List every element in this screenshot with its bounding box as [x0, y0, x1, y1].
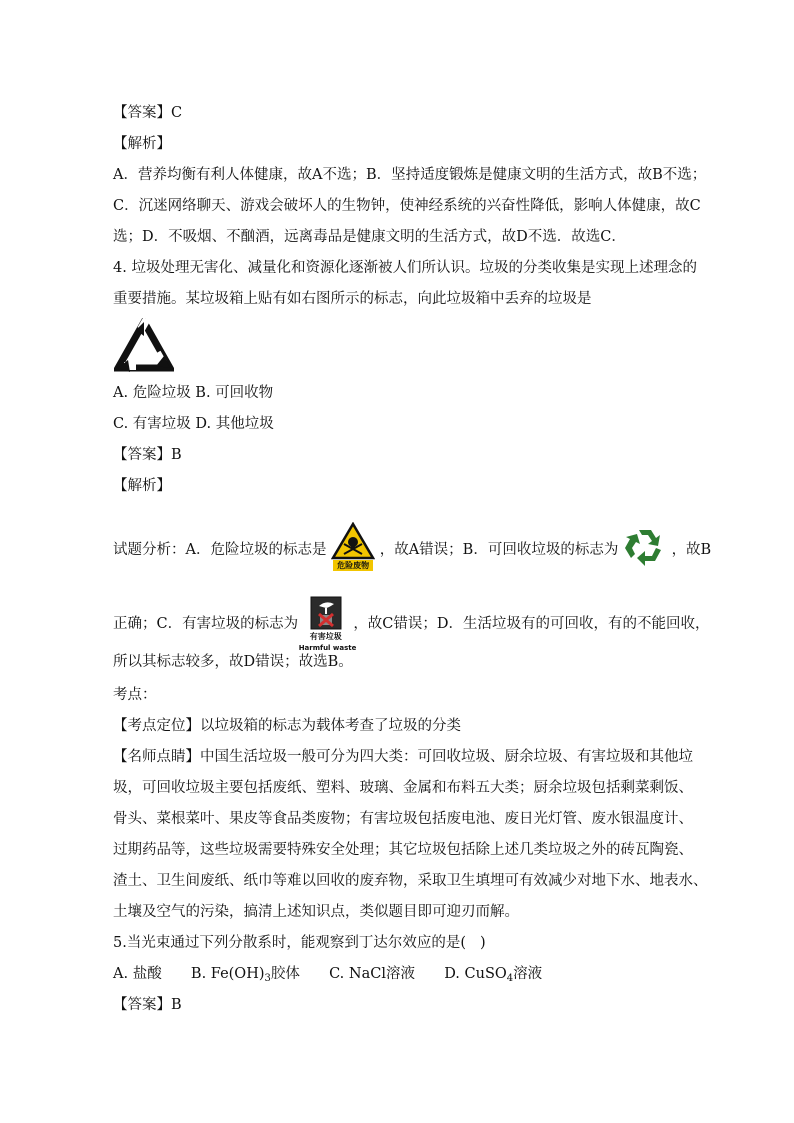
recycle-arrows-icon: [623, 524, 667, 568]
recycle-triangle-icon: [114, 318, 174, 372]
q5-option-d-text: D. CuSO: [444, 966, 507, 982]
q5-option-d-subscript: 4: [506, 973, 514, 984]
analysis-q4-line1-part2: ，故A错误；B．可回收垃圾的标志为: [379, 542, 619, 558]
answer-q3: 【答案】C: [113, 105, 183, 121]
analysis-q4-line3: 所以其标志较多，故D错误；故选B。: [113, 654, 353, 670]
analysis-heading-q4: 【解析】: [113, 478, 171, 494]
analysis-q4-line2-part1: 正确；C．有害垃圾的标志为: [113, 616, 299, 632]
analysis-q3-line1: A．营养均衡有利人体健康，故A不选；B．坚持适度锻炼是健康文明的生活方式，故B不选；: [113, 167, 707, 183]
question4-options-ab: A. 危险垃圾 B. 可回收物: [113, 385, 274, 401]
mingshi-dianjing-line2: 圾，可回收垃圾主要包括废纸、塑料、玻璃、金属和布料五大类；厨余垃圾包括剩菜剩饭、: [113, 780, 693, 796]
harmful-waste-label-cn: 有害垃圾: [309, 632, 342, 641]
mingshi-dianjing-line1: 【名师点睛】中国生活垃圾一般可分为四大类：可回收垃圾、厨余垃圾、有害垃圾和其他垃: [113, 749, 693, 765]
analysis-q4-line2: [113, 596, 710, 658]
question5-options: [113, 964, 542, 989]
q5-option-b-subscript: 3: [264, 973, 271, 984]
q5-option-b: [191, 966, 300, 982]
mingshi-dianjing-line5: 渣土、卫生间废纸、纸巾等难以回收的废弃物，采取卫生填埋可有效减少对地下水、地表水、: [113, 873, 708, 889]
analysis-q4-line2-part2: ，故C错误；D．生活垃圾有的可回收，有的不能回收，: [353, 616, 710, 632]
kaodian-heading: 考点：: [113, 687, 157, 703]
mingshi-dianjing-line4: 过期药品等，这些垃圾需要特殊安全处理；其它垃圾包括除上述几类垃圾之外的砖瓦陶瓷、: [113, 842, 693, 858]
analysis-q3-line3: 选；D．不吸烟、不酗酒，远离毒品是健康文明的生活方式，故D不选．故选C．: [113, 229, 626, 245]
harmful-waste-label-en: Harmful waste: [298, 644, 357, 652]
hazardous-waste-label: 危险废物: [333, 560, 373, 571]
answer-q5: 【答案】B: [113, 997, 182, 1013]
analysis-q4-line1: [113, 522, 711, 572]
q5-option-a: A. 盐酸: [113, 966, 162, 982]
mingshi-dianjing-line6: 土壤及空气的污染，搞清上述知识点，类似题目即可迎刃而解。: [113, 904, 519, 920]
question5-stem-close: ): [480, 935, 486, 951]
question4-line2: 重要措施。某垃圾箱上贴有如右图所示的标志，向此垃圾箱中丢弃的垃圾是: [113, 291, 592, 307]
question5-stem-text: 5.当光束通过下列分散系时，能观察到丁达尔效应的是(: [113, 935, 466, 951]
q5-option-c: C. NaCl溶液: [329, 966, 415, 982]
harmful-waste-icon: [298, 596, 357, 658]
kaodian-dingwei: 【考点定位】以垃圾箱的标志为载体考查了垃圾的分类: [113, 718, 461, 734]
analysis-heading-q3: 【解析】: [113, 136, 171, 152]
hazardous-waste-icon: [331, 522, 375, 572]
q5-option-d-suffix: 溶液: [513, 966, 543, 982]
analysis-q3-line2: C．沉迷网络聊天、游戏会破坏人的生物钟，使神经系统的兴奋性降低，影响人体健康，故C: [113, 198, 701, 214]
answer-q4: 【答案】B: [113, 447, 182, 463]
analysis-q4-line1-part1: 试题分析：A．危险垃圾的标志是: [113, 542, 327, 558]
q5-option-d: [444, 966, 542, 982]
question5-stem: [113, 933, 486, 953]
question4-options-cd: C. 有害垃圾 D. 其他垃圾: [113, 416, 274, 432]
q5-option-b-text: B. Fe(OH): [190, 966, 265, 982]
mingshi-dianjing-line3: 骨头、菜根菜叶、果皮等食品类废物；有害垃圾包括废电池、废日光灯管、废水银温度计、: [113, 811, 693, 827]
q5-option-b-suffix: 胶体: [270, 966, 300, 982]
question4-line1: 4. 垃圾处理无害化、减量化和资源化逐渐被人们所认识。垃圾的分类收集是实现上述理念的: [113, 260, 697, 276]
analysis-q4-line1-part3: ，故B: [671, 542, 712, 558]
